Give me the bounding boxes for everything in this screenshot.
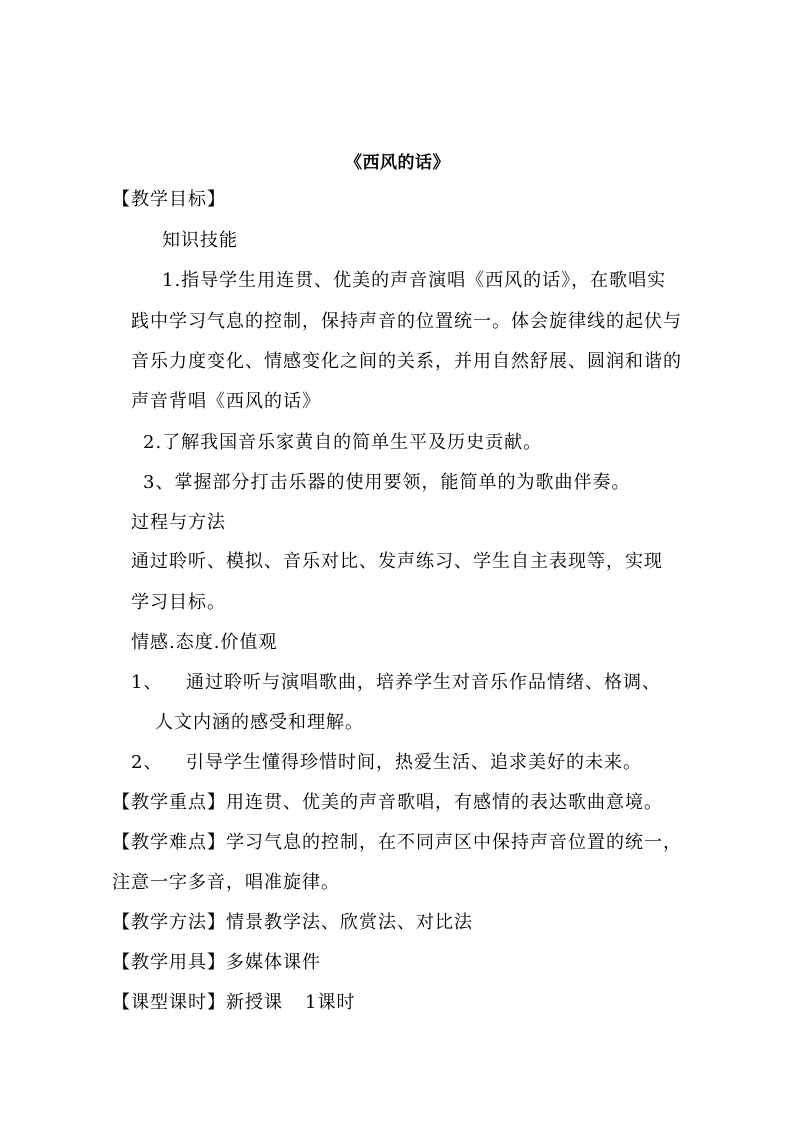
objective-item-1-line-2: 践中学习气息的控制，保持声音的位置统一。体会旋律线的起伏与: [131, 311, 682, 332]
methods-label: 【教学方法】: [112, 912, 226, 933]
lesson-type-row: [112, 991, 355, 1015]
emotion-item-2-number: 2、: [131, 752, 163, 773]
tools-text: 多媒体课件: [226, 952, 321, 973]
emotion-item-1-line-2: 人文内涵的感受和理解。: [155, 712, 364, 733]
lesson-type-hours: 1课时: [305, 992, 356, 1013]
key-points-text: 用连贯、优美的声音歌唱，有感情的表达歌曲意境。: [226, 792, 663, 813]
emotion-heading: 情感.态度.价值观: [131, 632, 278, 653]
difficulties-row: [112, 831, 682, 855]
tools-label: 【教学用具】: [112, 952, 226, 973]
lesson-type-text: 新授课: [226, 992, 283, 1013]
key-points-label: 【教学重点】: [112, 792, 226, 813]
emotion-item-1-number: 1、: [131, 672, 163, 693]
objectives-heading: 【教学目标】: [112, 189, 226, 210]
difficulties-text-line-2: 注意一字多音，唱准旋律。: [112, 872, 340, 893]
objective-item-1-line-4: 声音背唱《西风的话》: [131, 391, 321, 412]
tools-row: [112, 951, 321, 975]
knowledge-heading: 知识技能: [162, 230, 238, 251]
difficulties-text: 学习气息的控制，在不同声区中保持声音位置的统一，: [226, 832, 682, 853]
process-line-2: 学习目标。: [131, 592, 226, 613]
objective-item-1-line-1: 1.指导学生用连贯、优美的声音演唱《西风的话》，在歌唱实: [162, 270, 667, 291]
process-heading: 过程与方法: [131, 512, 226, 533]
objective-item-2: 2.了解我国音乐家黄自的简单生平及历史贡献。: [143, 432, 543, 453]
document-title: 《西风的话》: [345, 153, 450, 173]
methods-row: [112, 911, 473, 935]
process-line-1: 通过聆听、模拟、音乐对比、发声练习、学生自主表现等，实现: [131, 551, 663, 572]
difficulties-label: 【教学难点】: [112, 832, 226, 853]
lesson-type-label: 【课型课时】: [112, 992, 226, 1013]
emotion-item-1-line-1: 通过聆听与演唱歌曲，培养学生对音乐作品情绪、格调、: [186, 672, 661, 693]
key-points-row: [112, 791, 663, 815]
objective-item-3: 3、掌握部分打击乐器的使用要领，能简单的为歌曲伴奏。: [143, 472, 631, 493]
methods-text: 情景教学法、欣赏法、对比法: [226, 912, 473, 933]
emotion-item-2: 引导学生懂得珍惜时间，热爱生活、追求美好的未来。: [186, 752, 642, 773]
objective-item-1-line-3: 音乐力度变化、情感变化之间的关系，并用自然舒展、圆润和谐的: [131, 351, 682, 372]
